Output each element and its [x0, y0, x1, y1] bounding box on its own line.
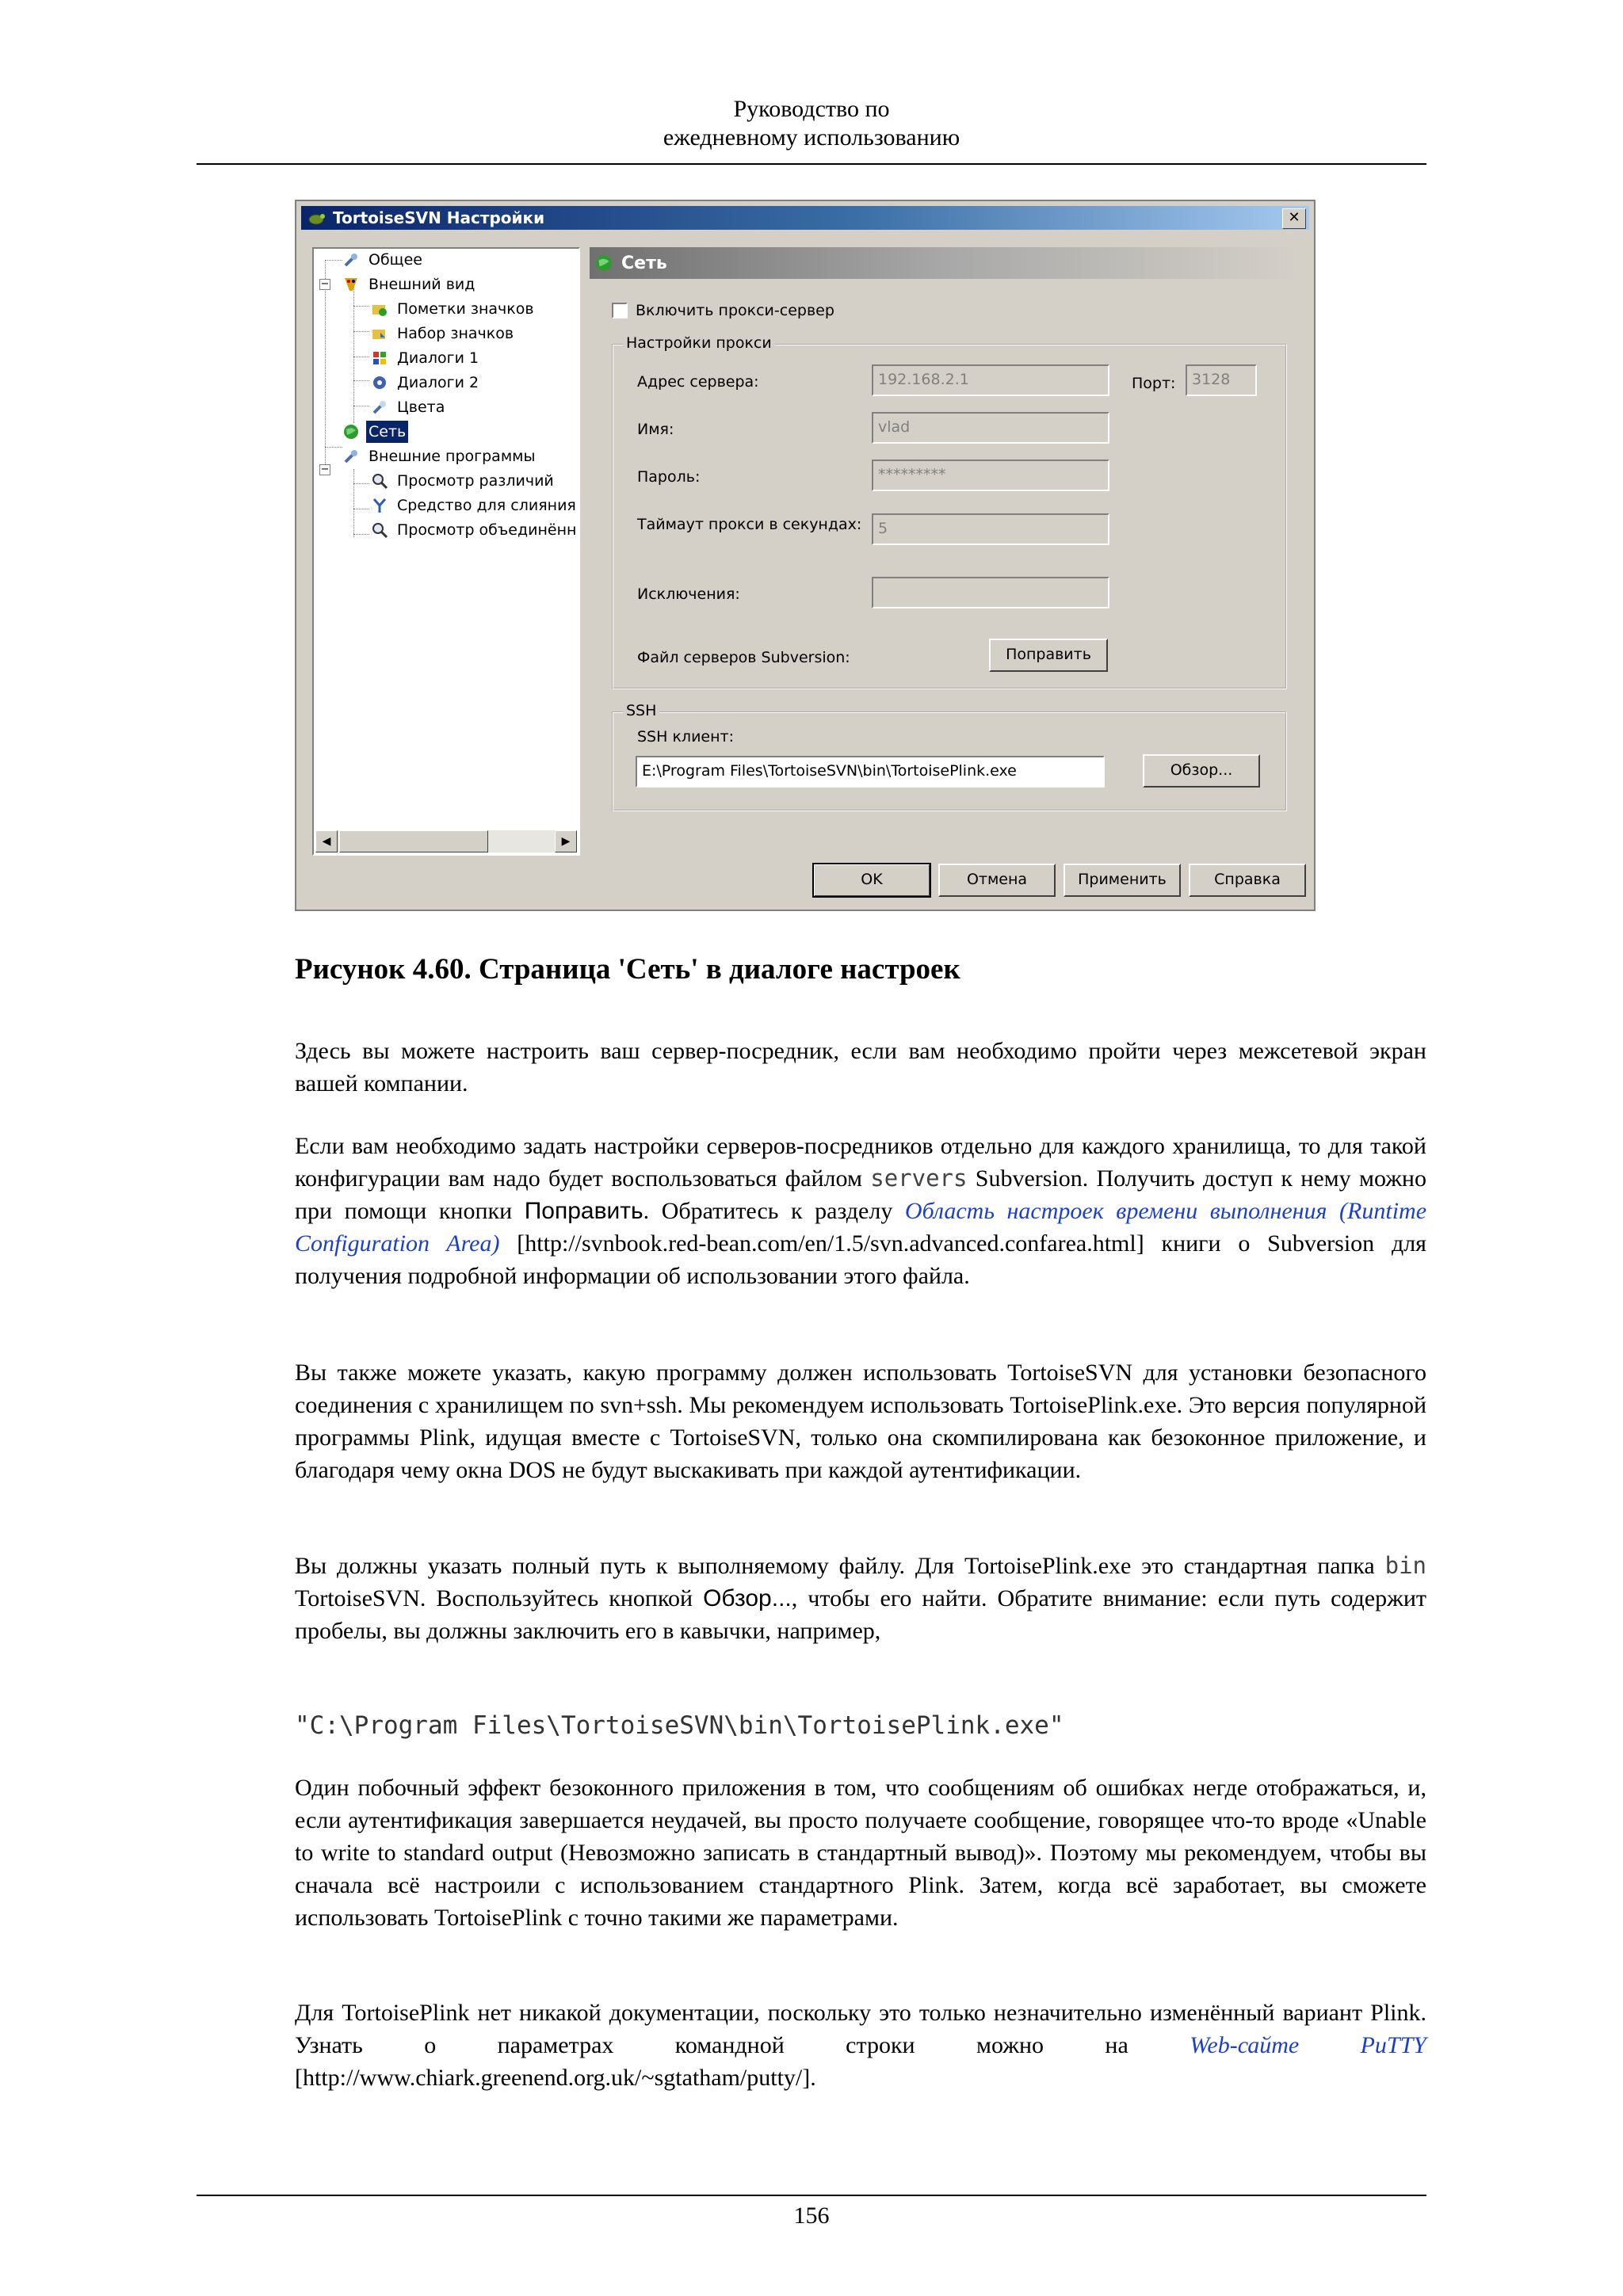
- tree-item-label: Диалоги 2: [397, 374, 479, 391]
- page-number: 156: [793, 2203, 830, 2229]
- putty-website-link[interactable]: Web-сайте PuTTY: [1190, 2032, 1426, 2058]
- gear-icon: [371, 374, 388, 391]
- server-label: Адрес сервера:: [637, 373, 759, 391]
- dialog-title: TortoiseSVN Настройки: [333, 208, 545, 227]
- runtime-config-link[interactable]: Область настроек времени выполнения (Runtime Configuration Area): [295, 1198, 1427, 1257]
- paragraph-3: Вы также можете указать, какую программу должен использовать TortoiseSVN для установки безопасного соединения с хранилищем по svn+ssh. Мы рекомендуем использовать TortoisePlink.exe. Это версия популярной программы Plink, идущая вместе с TortoiseSVN, только она скомпилирована как безоконное приложение, и благодаря чему окна DOS не будут выскакивать при каждой аутентификации.: [295, 1360, 1426, 1483]
- ui-term: Поправить: [524, 1198, 643, 1224]
- text-span: , чтобы его найти. Обратите внимание: если путь содержит пробелы, вы должны заключить его в кавычки, например,: [295, 1585, 1427, 1644]
- password-field[interactable]: *********: [872, 460, 1109, 491]
- tree-item-label: Цвета: [397, 399, 445, 416]
- ui-term: Обзор...: [703, 1585, 792, 1611]
- tree-item-label: Средство для слияния: [397, 497, 576, 514]
- text-span: [http://svnbook.red-bean.com/en/1.5/svn.advanced.confarea.html] книги о Subversion для получения подробной информации об использовании этого файла.: [295, 1230, 1426, 1289]
- password-label: Пароль:: [637, 468, 701, 486]
- tree-item-label: Сеть: [366, 421, 408, 443]
- ssh-client-label: SSH клиент:: [637, 728, 734, 746]
- enable-proxy-checkbox[interactable]: [612, 303, 628, 318]
- windows-flag-icon: [371, 349, 388, 367]
- browse-button[interactable]: Обзор...: [1143, 754, 1260, 788]
- tree-horizontal-scrollbar[interactable]: [315, 830, 577, 852]
- paragraph-1: Здесь вы можете настроить ваш сервер-посредник, если вам необходимо пройти через межсетевой экран вашей компании.: [295, 1038, 1426, 1097]
- exceptions-label: Исключения:: [637, 585, 740, 603]
- collapse-appearance-toggle[interactable]: −: [320, 278, 330, 290]
- text-span: TortoiseSVN. Воспользуйтесь кнопкой: [295, 1585, 704, 1611]
- collapse-external-toggle[interactable]: −: [320, 463, 330, 475]
- dialog-titlebar: [301, 206, 1309, 230]
- globe-icon: [594, 254, 613, 273]
- header-line-2: ежедневному использованию: [663, 124, 960, 151]
- section-title: Сеть: [621, 254, 667, 273]
- timeout-label: Таймаут прокси в секундах:: [637, 516, 862, 533]
- name-label: Имя:: [637, 421, 674, 438]
- ssh-client-field[interactable]: E:\Program Files\TortoiseSVN\bin\TortoisePlink.exe: [636, 756, 1105, 788]
- code-sample: "C:\Program Files\TortoiseSVN\bin\TortoisePlink.exe": [295, 1711, 1064, 1740]
- text-span: Для TortoisePlink нет никакой документации, поскольку это только незначительно изменённый вариант Plink. Узнать о параметрах командной строки можно на: [295, 2000, 1426, 2058]
- text-span: [http://www.chiark.greenend.org.uk/~sgtatham/putty/].: [295, 2065, 816, 2091]
- text-span: Вы должны указать полный путь к выполняемому файлу. Для TortoisePlink.exe это стандартная папка: [295, 1553, 1385, 1579]
- port-label: Порт:: [1132, 375, 1176, 392]
- paragraph-2: [295, 1130, 1426, 1292]
- proxy-group-label: Настройки прокси: [623, 334, 775, 352]
- tree-item-label: Набор значков: [397, 325, 514, 342]
- timeout-field[interactable]: 5: [872, 513, 1109, 545]
- paragraph-5: Один побочный эффект безоконного приложения в том, что сообщениям об ошибках негде отображаться, и, если аутентификация завершается неудачей, вы просто получаете сообщение, говорящее что-то вроде «Unable to write to standard output (Невозможно записать в стандартный вывод)». Поэтому мы рекомендуем, чтобы вы сначала всё настроили с использованием стандартного Plink. Затем, когда всё заработает, вы сможете использовать TortoisePlink с точно такими же параметрами.: [295, 1775, 1426, 1931]
- magnifier-icon: [371, 472, 388, 490]
- wrench-icon: [342, 448, 360, 465]
- text-span: Если вам необходимо задать настройки серверов-посредников отдельно для каждого хранилища, то для такой конфигурации вам надо будет воспользоваться файлом: [295, 1133, 1426, 1192]
- globe-icon: [342, 423, 360, 441]
- tree-item-label: Внешний вид: [369, 276, 475, 293]
- merge-icon: [371, 497, 388, 514]
- footer-rule: [197, 2195, 1426, 2196]
- overlay-icon: [371, 300, 388, 318]
- inline-code: bin: [1384, 1552, 1426, 1579]
- settings-dialog: [295, 200, 1316, 911]
- port-field[interactable]: 3128: [1186, 364, 1257, 396]
- paragraph-4: [295, 1550, 1426, 1647]
- header-rule: [197, 163, 1426, 165]
- enable-proxy-label: Включить прокси-сервер: [636, 302, 834, 319]
- scroll-left-icon[interactable]: ◀: [315, 830, 338, 852]
- inline-code: servers: [870, 1165, 968, 1192]
- magnifier-icon: [371, 521, 388, 539]
- tree-item-label: Диалоги 1: [397, 349, 479, 367]
- text-span: . Обратитесь к разделу: [643, 1198, 905, 1224]
- edit-servers-button[interactable]: Поправить: [989, 639, 1108, 672]
- scroll-thumb[interactable]: [339, 830, 488, 852]
- tree-item-label: Внешние программы: [369, 448, 536, 465]
- paragraph-6: [295, 1997, 1426, 2094]
- apply-button[interactable]: Применить: [1064, 864, 1181, 897]
- server-field[interactable]: 192.168.2.1: [872, 364, 1109, 396]
- scroll-right-icon[interactable]: ▶: [555, 830, 577, 852]
- figure-caption: Рисунок 4.60. Страница 'Сеть' в диалоге настроек: [295, 953, 960, 986]
- servers-file-label: Файл серверов Subversion:: [637, 649, 850, 666]
- settings-tree: [312, 247, 580, 856]
- wrench-icon: [342, 251, 360, 269]
- tree-item-label: Пометки значков: [397, 300, 534, 318]
- exceptions-field[interactable]: [872, 577, 1109, 608]
- tree-item-label: Просмотр объединённ: [397, 521, 577, 539]
- brush-icon: [371, 399, 388, 416]
- running-header: [197, 95, 1426, 152]
- help-button[interactable]: Справка: [1189, 864, 1306, 897]
- tree-item-label: Общее: [369, 251, 422, 269]
- icon-set-icon: [371, 325, 388, 342]
- close-button[interactable]: ✕: [1282, 208, 1306, 229]
- section-header: [590, 247, 1300, 279]
- name-field[interactable]: vlad: [872, 412, 1109, 444]
- cancel-button[interactable]: Отмена: [938, 864, 1056, 897]
- text-span: Subversion. Получить доступ к нему можно при помощи кнопки: [295, 1165, 1426, 1224]
- tree-item-label: Просмотр различий: [397, 472, 554, 490]
- palette-icon: [342, 276, 360, 293]
- tortoise-icon: [307, 210, 325, 226]
- ssh-group-label: SSH: [623, 702, 659, 719]
- ok-button[interactable]: OK: [813, 864, 930, 897]
- header-line-1: Руководство по: [733, 96, 890, 122]
